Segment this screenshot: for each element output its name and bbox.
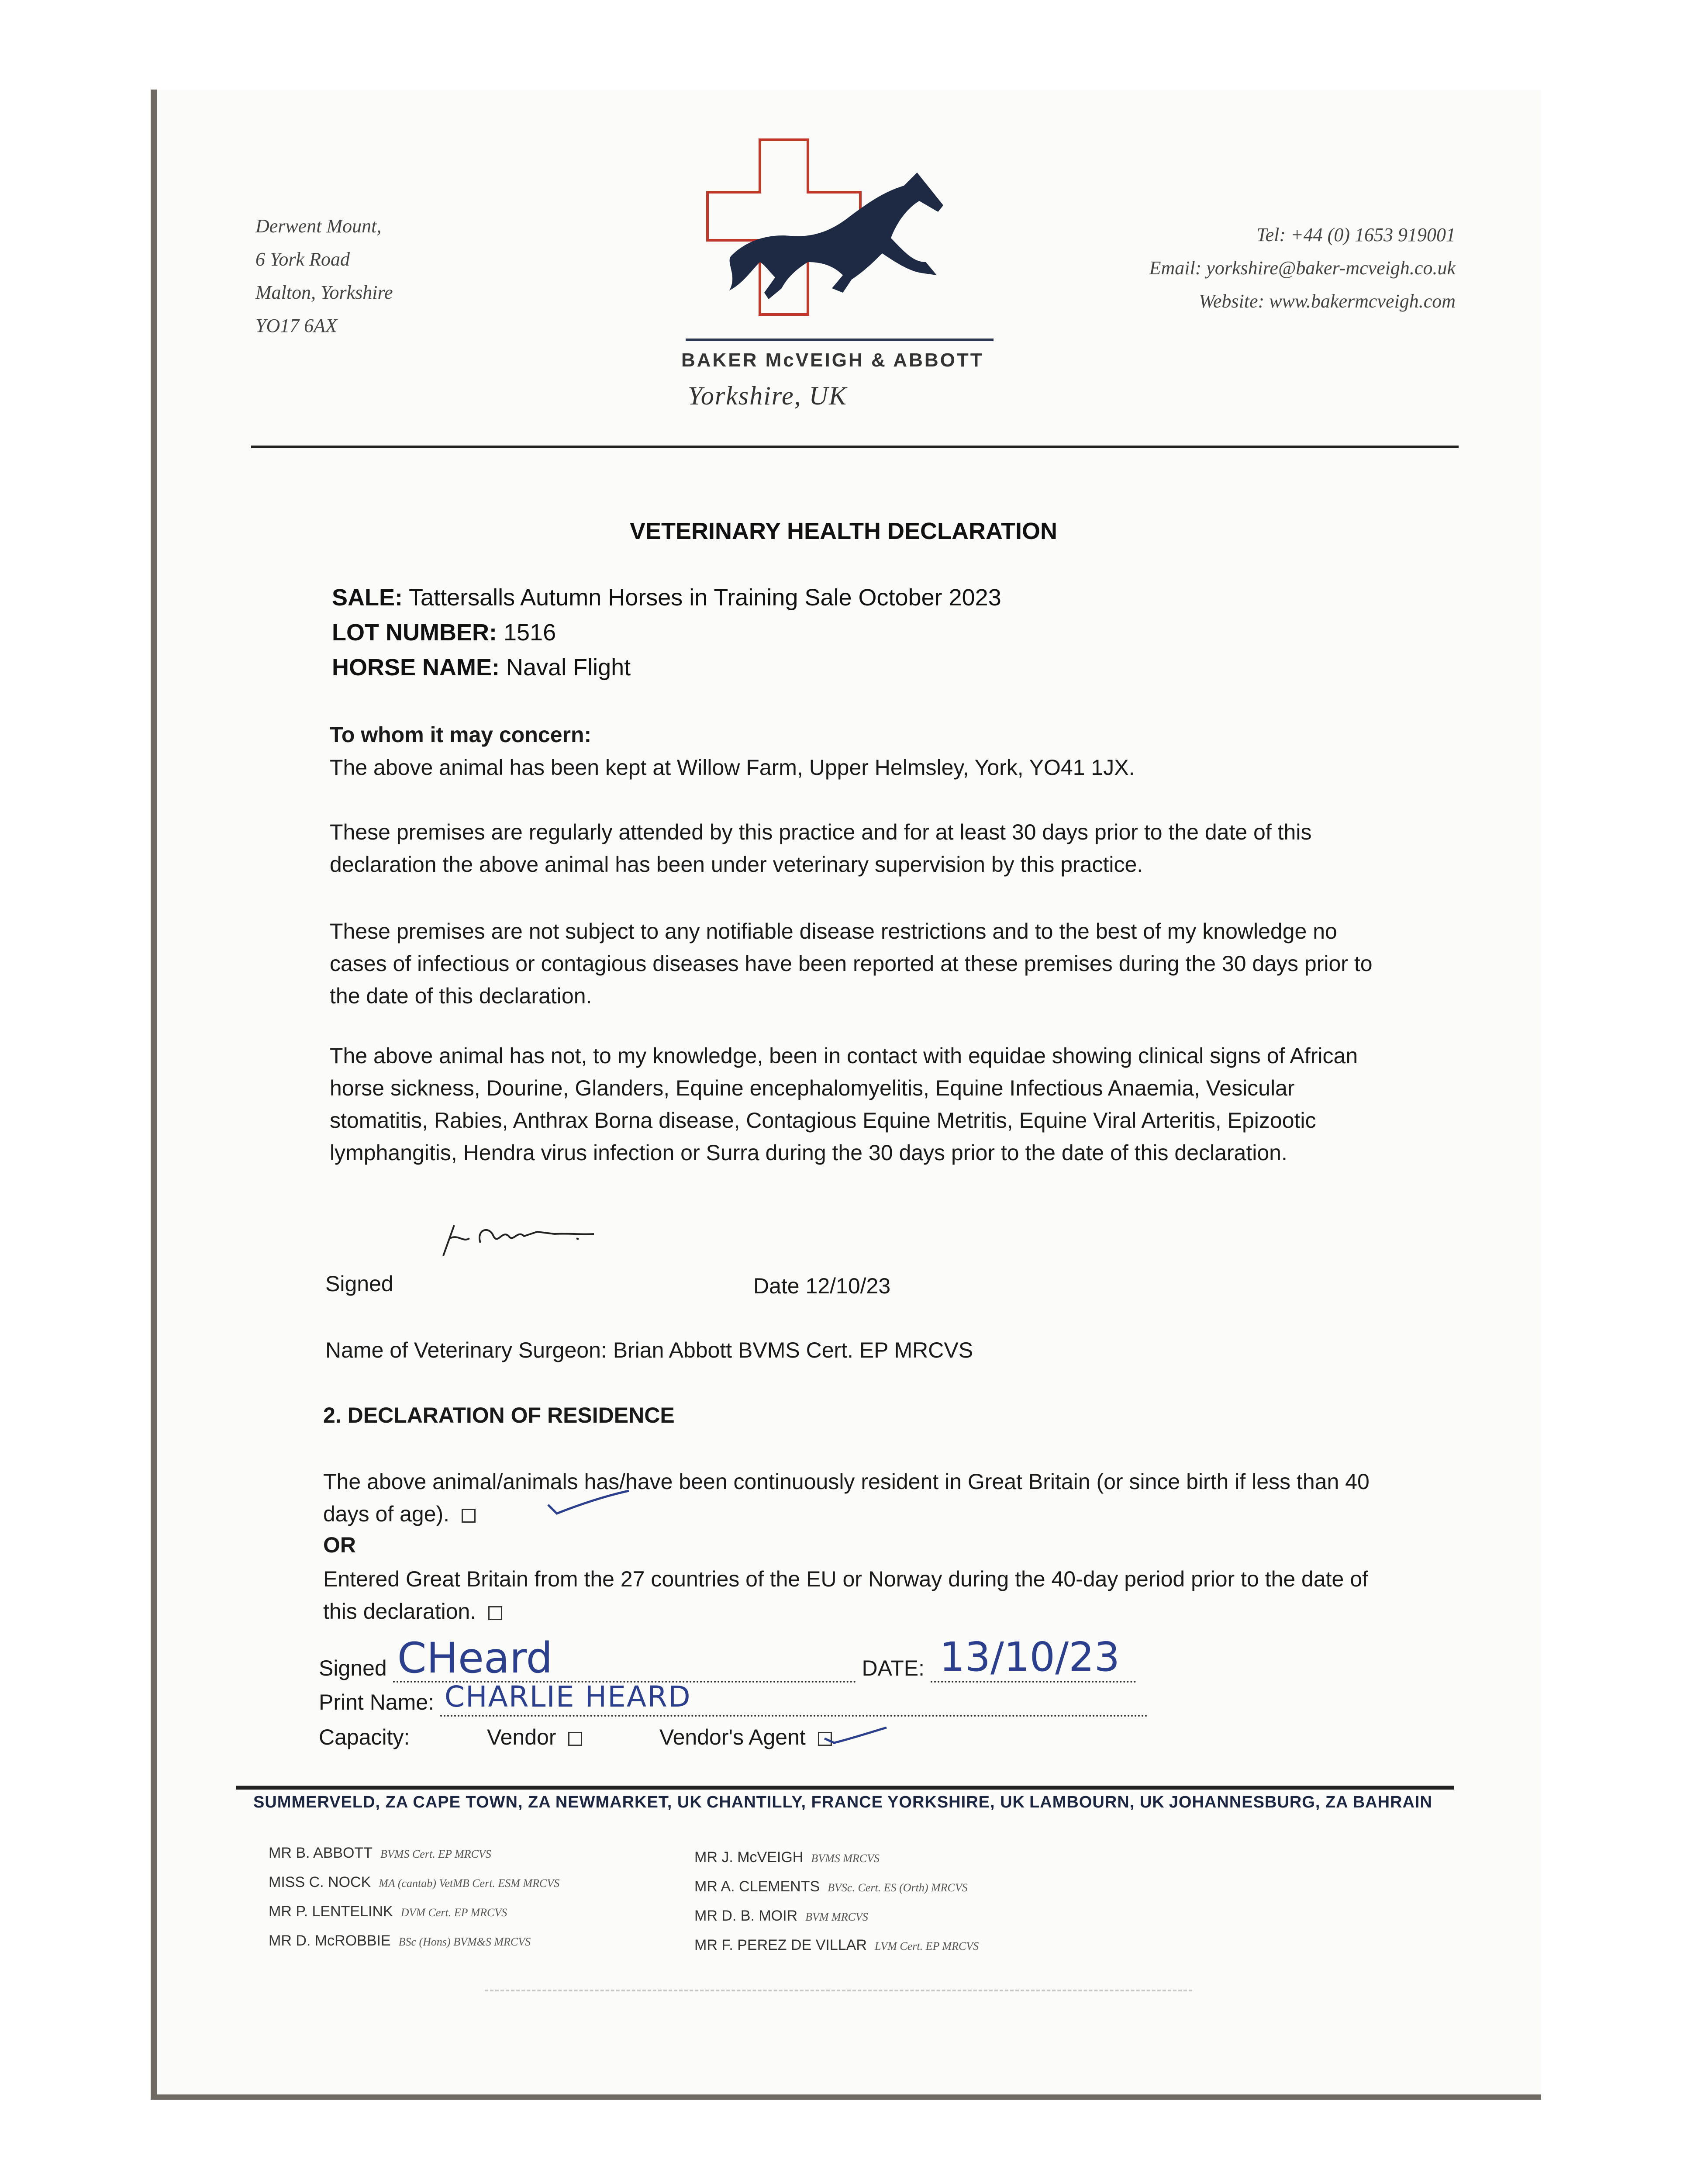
office-location: SUMMERVELD, ZA	[253, 1793, 409, 1811]
address-line: Derwent Mount,	[255, 215, 382, 237]
office-location: LAMBOURN, UK	[1029, 1793, 1165, 1811]
practice-contact	[1149, 218, 1456, 318]
staff-quals: DVM Cert. EP MRCVS	[400, 1906, 507, 1919]
vet-signed-label: Signed	[325, 1272, 393, 1296]
lot-value: 1516	[503, 619, 556, 646]
office-location: CAPE TOWN, ZA	[413, 1793, 551, 1811]
residence-signature: CHeard	[397, 1634, 553, 1683]
lot-label: LOT NUMBER:	[332, 619, 497, 646]
horse-value: Naval Flight	[506, 654, 631, 681]
staff-entry	[269, 1927, 559, 1956]
phone-line: Tel: +44 (0) 1653 919001	[1256, 224, 1456, 245]
paragraph-supervision: These premises are regularly attended by this practice and for at least 30 days prior to the date of this declaration the above animal has been under veterinary supervision by this practice.	[330, 820, 1312, 877]
staff-entry	[269, 1897, 559, 1927]
staff-list-left	[269, 1839, 559, 1956]
capacity-vendor	[487, 1724, 582, 1750]
sale-value: Tattersalls Autumn Horses in Training Sale October 2023	[409, 584, 1001, 611]
sale-details	[332, 580, 1001, 685]
office-location: CHANTILLY, FRANCE	[706, 1793, 883, 1811]
address-line: YO17 6AX	[255, 315, 337, 336]
horse-label: HORSE NAME:	[332, 654, 500, 681]
vet-signature	[437, 1212, 603, 1265]
brand-name: BAKER McVEIGH & ABBOTT	[681, 349, 984, 371]
staff-name: MR P. LENTELINK	[269, 1903, 393, 1920]
office-location: YORKSHIRE, UK	[887, 1793, 1025, 1811]
salutation: To whom it may concern:	[330, 722, 592, 747]
vet-date: Date 12/10/23	[753, 1274, 891, 1298]
staff-entry	[694, 1902, 979, 1931]
website-line: Website: www.bakermcveigh.com	[1199, 290, 1456, 312]
practice-address	[255, 210, 393, 342]
print-name-row	[319, 1680, 1148, 1717]
email-line: Email: yorkshire@baker-mcveigh.co.uk	[1149, 257, 1456, 279]
residence-option-1	[323, 1465, 1397, 1530]
office-location: BAHRAIN	[1352, 1793, 1432, 1811]
staff-quals: MA (cantab) VetMB Cert. ESM MRCVS	[379, 1877, 560, 1890]
staff-quals: BVMS Cert. EP MRCVS	[380, 1848, 491, 1860]
option-1-checkbox[interactable]	[462, 1509, 476, 1523]
footer-faded-line	[485, 1990, 1192, 1991]
paragraph-restrictions: These premises are not subject to any notifiable disease restrictions and to the best of my knowledge no cases of infectious or contagious diseases have been reported at these premises during the 30 days prior to the date of this declaration.	[330, 919, 1373, 1008]
office-location: NEWMARKET, UK	[555, 1793, 702, 1811]
address-line: 6 York Road	[255, 249, 350, 270]
staff-quals: BSc (Hons) BVM&S MRCVS	[398, 1935, 531, 1948]
residence-signed-row	[319, 1634, 1136, 1683]
staff-list-right	[694, 1843, 979, 1960]
staff-name: MR J. McVEIGH	[694, 1849, 804, 1866]
staff-entry	[269, 1868, 559, 1897]
print-name-field[interactable]	[440, 1680, 1148, 1717]
residence-date-field[interactable]	[931, 1634, 1136, 1683]
staff-entry	[694, 1843, 979, 1873]
staff-name: MR A. CLEMENTS	[694, 1878, 820, 1895]
staff-name: MR F. PEREZ DE VILLAR	[694, 1937, 867, 1953]
option-1-tick	[544, 1487, 631, 1522]
address-line: Malton, Yorkshire	[255, 282, 393, 303]
residence-signature-field[interactable]	[393, 1634, 856, 1683]
cross-horse-logo	[699, 131, 987, 332]
staff-name: MR D. B. MOIR	[694, 1908, 798, 1924]
brand-region: Yorkshire, UK	[688, 381, 847, 410]
agent-label: Vendor's Agent	[659, 1725, 806, 1749]
capacity-agent	[659, 1724, 832, 1750]
vendor-label: Vendor	[487, 1725, 556, 1749]
sale-label: SALE:	[332, 584, 403, 611]
document-title: VETERINARY HEALTH DECLARATION	[629, 518, 1057, 544]
print-name-value: CHARLIE HEARD	[444, 1680, 691, 1714]
paragraph-diseases: The above animal has not, to my knowledge, been in contact with equidae showing clinical signs of African horse sickness, Dourine, Glanders, Equine encephalomyelitis, Equine Infectious Anaemia, Vesicular stomatitis, Rabies, Anthrax Borna disease, Contagious Equine Metritis, Equine Viral Arteritis, Epizootic lymphangitis, Hendra virus infection or Surra during the 30 days prior to the date of this declaration.	[330, 1044, 1358, 1165]
staff-quals: LVM Cert. EP MRCVS	[874, 1940, 979, 1952]
residence-signed-label: Signed	[319, 1656, 387, 1680]
staff-quals: BVSc. Cert. ES (Orth) MRCVS	[828, 1881, 968, 1894]
header-rule	[251, 446, 1459, 448]
capacity-label: Capacity:	[319, 1725, 410, 1749]
residence-date-value: 13/10/23	[939, 1634, 1120, 1680]
agent-tick	[821, 1719, 891, 1754]
staff-name: MR D. McROBBIE	[269, 1932, 391, 1949]
residence-heading: 2. DECLARATION OF RESIDENCE	[323, 1403, 675, 1427]
staff-name: MISS C. NOCK	[269, 1874, 371, 1890]
logo-underline	[686, 339, 994, 341]
or-separator: OR	[323, 1533, 356, 1557]
option-2-checkbox[interactable]	[488, 1606, 502, 1620]
residence-option-2	[323, 1563, 1397, 1628]
staff-entry	[694, 1931, 979, 1960]
staff-name: MR B. ABBOTT	[269, 1845, 373, 1861]
paragraph-premises: The above animal has been kept at Willow Farm, Upper Helmsley, York, YO41 1JX.	[330, 755, 1135, 780]
office-location: JOHANNESBURG, ZA	[1169, 1793, 1349, 1811]
footer-rule	[236, 1786, 1454, 1790]
staff-entry	[694, 1873, 979, 1902]
residence-option-2-text: Entered Great Britain from the 27 countries of the EU or Norway during the 40-day period prior to the date of this declaration.	[323, 1567, 1368, 1624]
staff-quals: BVM MRCVS	[805, 1911, 868, 1923]
vendor-checkbox[interactable]	[568, 1732, 582, 1746]
vet-surgeon-name: Name of Veterinary Surgeon: Brian Abbott BVMS Cert. EP MRCVS	[325, 1338, 973, 1362]
staff-quals: BVMS MRCVS	[811, 1852, 880, 1865]
residence-date-label: DATE:	[862, 1656, 925, 1680]
office-locations	[253, 1793, 1432, 1812]
staff-entry	[269, 1839, 559, 1868]
residence-option-1-text: The above animal/animals has/have been continuously resident in Great Britain (or since birth if less than 40 days of age).	[323, 1469, 1370, 1526]
print-name-label: Print Name:	[319, 1690, 434, 1714]
